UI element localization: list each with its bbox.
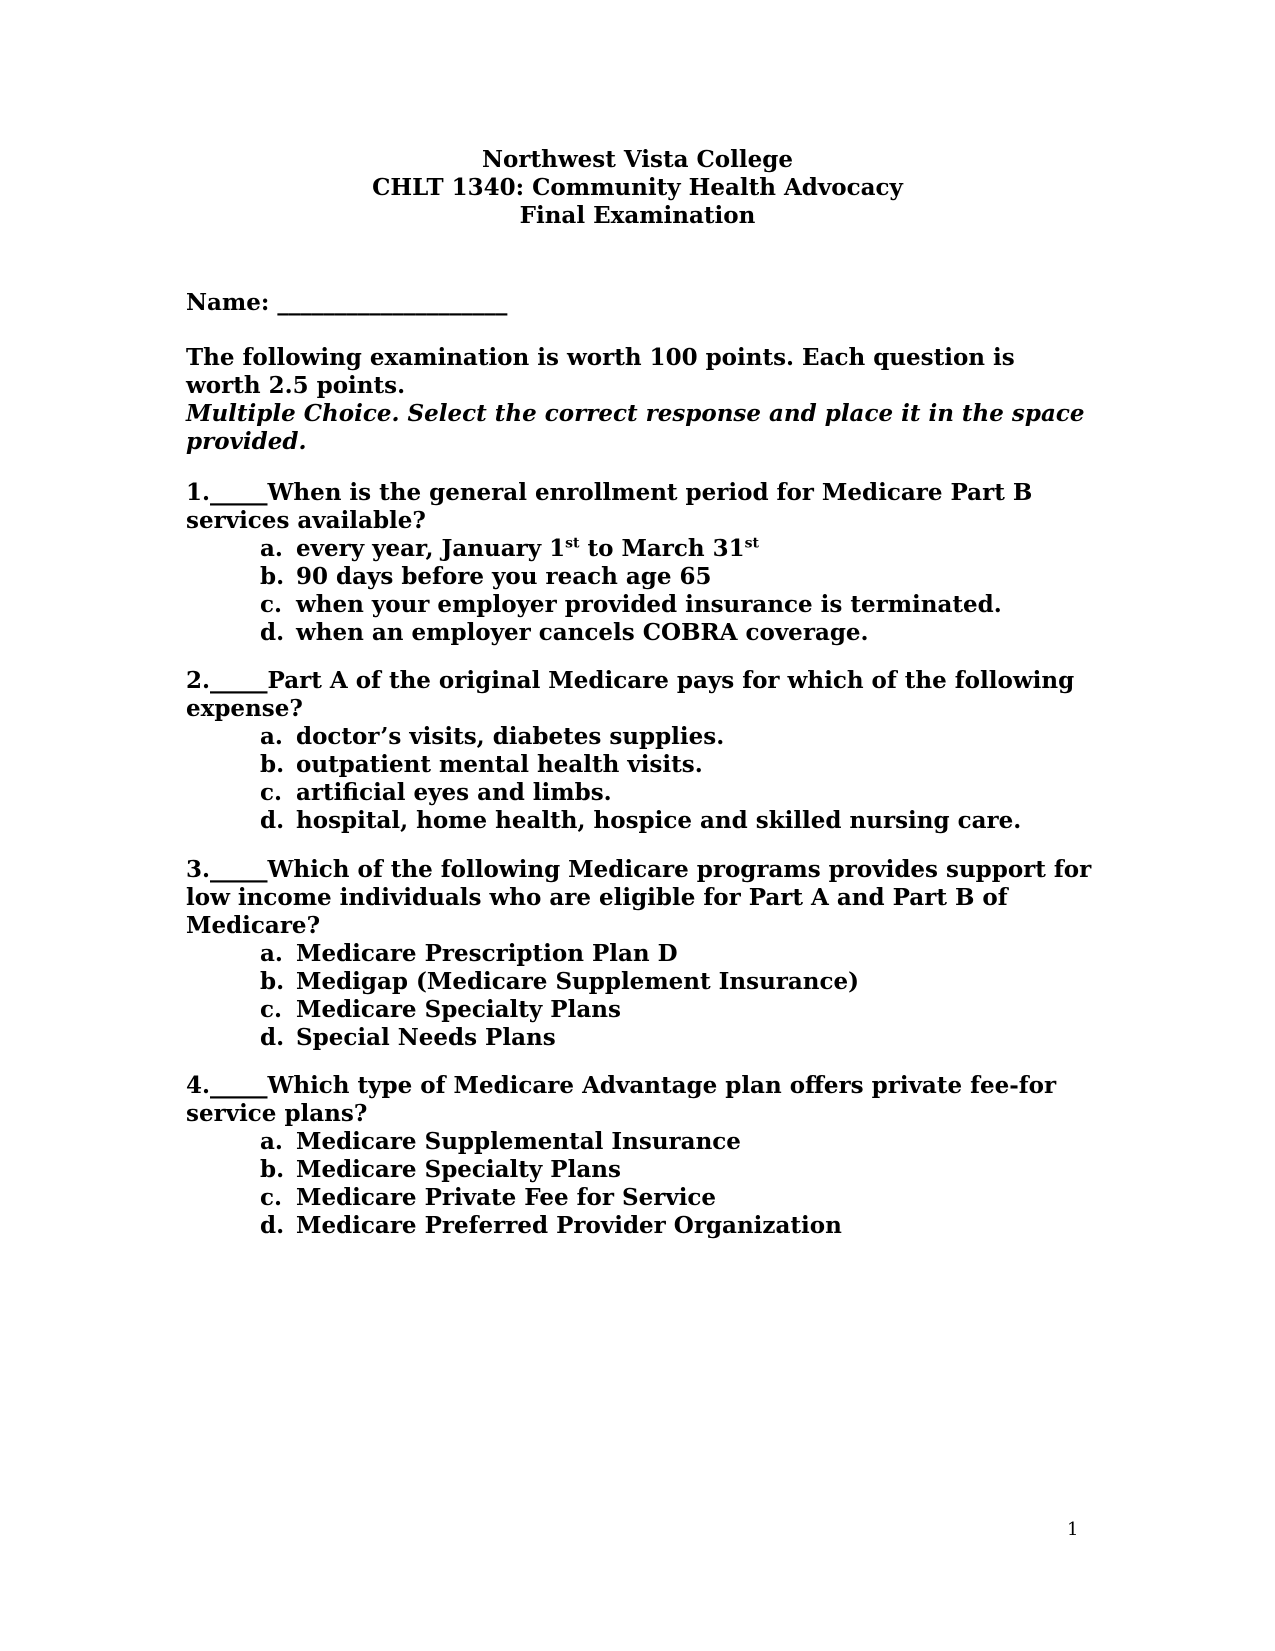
option-b bbox=[186, 751, 1096, 779]
answer-blank: _____ bbox=[210, 667, 268, 694]
option-text: Medicare Specialty Plans bbox=[296, 1156, 621, 1183]
answer-blank: _____ bbox=[210, 856, 268, 883]
document-header bbox=[0, 146, 1275, 230]
option-text: to March 31 bbox=[579, 535, 745, 562]
option-a bbox=[186, 940, 1096, 968]
option-text: Medicare Specialty Plans bbox=[296, 996, 621, 1023]
question-2 bbox=[186, 667, 1096, 835]
option-b bbox=[186, 1156, 1096, 1184]
question-stem bbox=[186, 667, 1096, 723]
question-stem bbox=[186, 856, 1096, 940]
option-c bbox=[186, 1184, 1096, 1212]
question-4 bbox=[186, 1072, 1096, 1240]
page-number: 1 bbox=[1067, 1519, 1079, 1540]
option-text: Medicare Supplemental Insurance bbox=[296, 1128, 741, 1155]
option-a bbox=[186, 535, 1096, 563]
option-letter: b. bbox=[260, 563, 285, 590]
name-field: Name: ____________________ bbox=[186, 289, 508, 316]
answer-blank: _____ bbox=[210, 1072, 268, 1099]
option-text: every year, January 1 bbox=[296, 535, 566, 562]
option-letter: a. bbox=[260, 1128, 283, 1155]
course-title: CHLT 1340: Community Health Advocacy bbox=[372, 174, 903, 201]
question-stem bbox=[186, 479, 1096, 535]
option-text: artificial eyes and limbs. bbox=[296, 779, 612, 806]
option-text: Medicare Private Fee for Service bbox=[296, 1184, 717, 1211]
option-b bbox=[186, 968, 1096, 996]
option-a bbox=[186, 1128, 1096, 1156]
question-stem bbox=[186, 1072, 1096, 1128]
option-text: 90 days before you reach age 65 bbox=[296, 563, 712, 590]
ordinal-suffix: st bbox=[744, 535, 760, 552]
option-text: when your employer provided insurance is terminated. bbox=[296, 591, 1002, 618]
option-letter: d. bbox=[260, 1212, 285, 1239]
question-text: Which type of Medicare Advantage plan offers private fee-for service plans? bbox=[186, 1072, 1057, 1127]
option-letter: a. bbox=[260, 535, 283, 562]
option-letter: c. bbox=[260, 996, 283, 1023]
option-c bbox=[186, 779, 1096, 807]
question-3 bbox=[186, 856, 1096, 1052]
ordinal-suffix: st bbox=[565, 535, 580, 552]
exam-instructions bbox=[186, 344, 1086, 456]
option-b bbox=[186, 563, 1096, 591]
multiple-choice-instructions: Multiple Choice. Select the correct response and place it in the space provided. bbox=[186, 400, 1085, 455]
option-letter: a. bbox=[260, 940, 283, 967]
exam-title: Final Examination bbox=[519, 202, 756, 229]
option-letter: d. bbox=[260, 1024, 285, 1051]
option-letter: c. bbox=[260, 591, 283, 618]
option-letter: c. bbox=[260, 779, 283, 806]
option-letter: d. bbox=[260, 807, 285, 834]
option-a bbox=[186, 723, 1096, 751]
option-text: when an employer cancels COBRA coverage. bbox=[296, 619, 869, 646]
option-text: doctor’s visits, diabetes supplies. bbox=[296, 723, 725, 750]
option-d bbox=[186, 1212, 1096, 1240]
option-d bbox=[186, 807, 1096, 835]
option-letter: b. bbox=[260, 1156, 285, 1183]
question-number: 4. bbox=[186, 1072, 211, 1099]
option-text: outpatient mental health visits. bbox=[296, 751, 703, 778]
question-1 bbox=[186, 479, 1096, 647]
option-c bbox=[186, 996, 1096, 1024]
question-number: 2. bbox=[186, 667, 211, 694]
option-c bbox=[186, 591, 1096, 619]
answer-options bbox=[186, 535, 1096, 647]
question-text: Which of the following Medicare programs provides support for low income individuals who are eligible for Part A and Part B of Medicare? bbox=[186, 856, 1092, 939]
option-text: Medigap (Medicare Supplement Insurance) bbox=[296, 968, 860, 995]
answer-options bbox=[186, 940, 1096, 1052]
option-letter: d. bbox=[260, 619, 285, 646]
answer-blank: _____ bbox=[210, 479, 268, 506]
option-letter: a. bbox=[260, 723, 283, 750]
option-letter: b. bbox=[260, 751, 285, 778]
option-text: Medicare Prescription Plan D bbox=[296, 940, 678, 967]
question-text: Part A of the original Medicare pays for which of the following expense? bbox=[186, 667, 1075, 722]
option-text: Medicare Preferred Provider Organization bbox=[296, 1212, 842, 1239]
option-text: hospital, home health, hospice and skilled nursing care. bbox=[296, 807, 1022, 834]
option-text: Special Needs Plans bbox=[296, 1024, 556, 1051]
question-number: 3. bbox=[186, 856, 211, 883]
answer-options bbox=[186, 723, 1096, 835]
points-statement: The following examination is worth 100 points. Each question is worth 2.5 points. bbox=[186, 344, 1015, 399]
college-name: Northwest Vista College bbox=[482, 146, 793, 173]
answer-options bbox=[186, 1128, 1096, 1240]
option-letter: b. bbox=[260, 968, 285, 995]
option-d bbox=[186, 619, 1096, 647]
option-d bbox=[186, 1024, 1096, 1052]
option-letter: c. bbox=[260, 1184, 283, 1211]
question-number: 1. bbox=[186, 479, 211, 506]
question-text: When is the general enrollment period for Medicare Part B services available? bbox=[186, 479, 1033, 534]
